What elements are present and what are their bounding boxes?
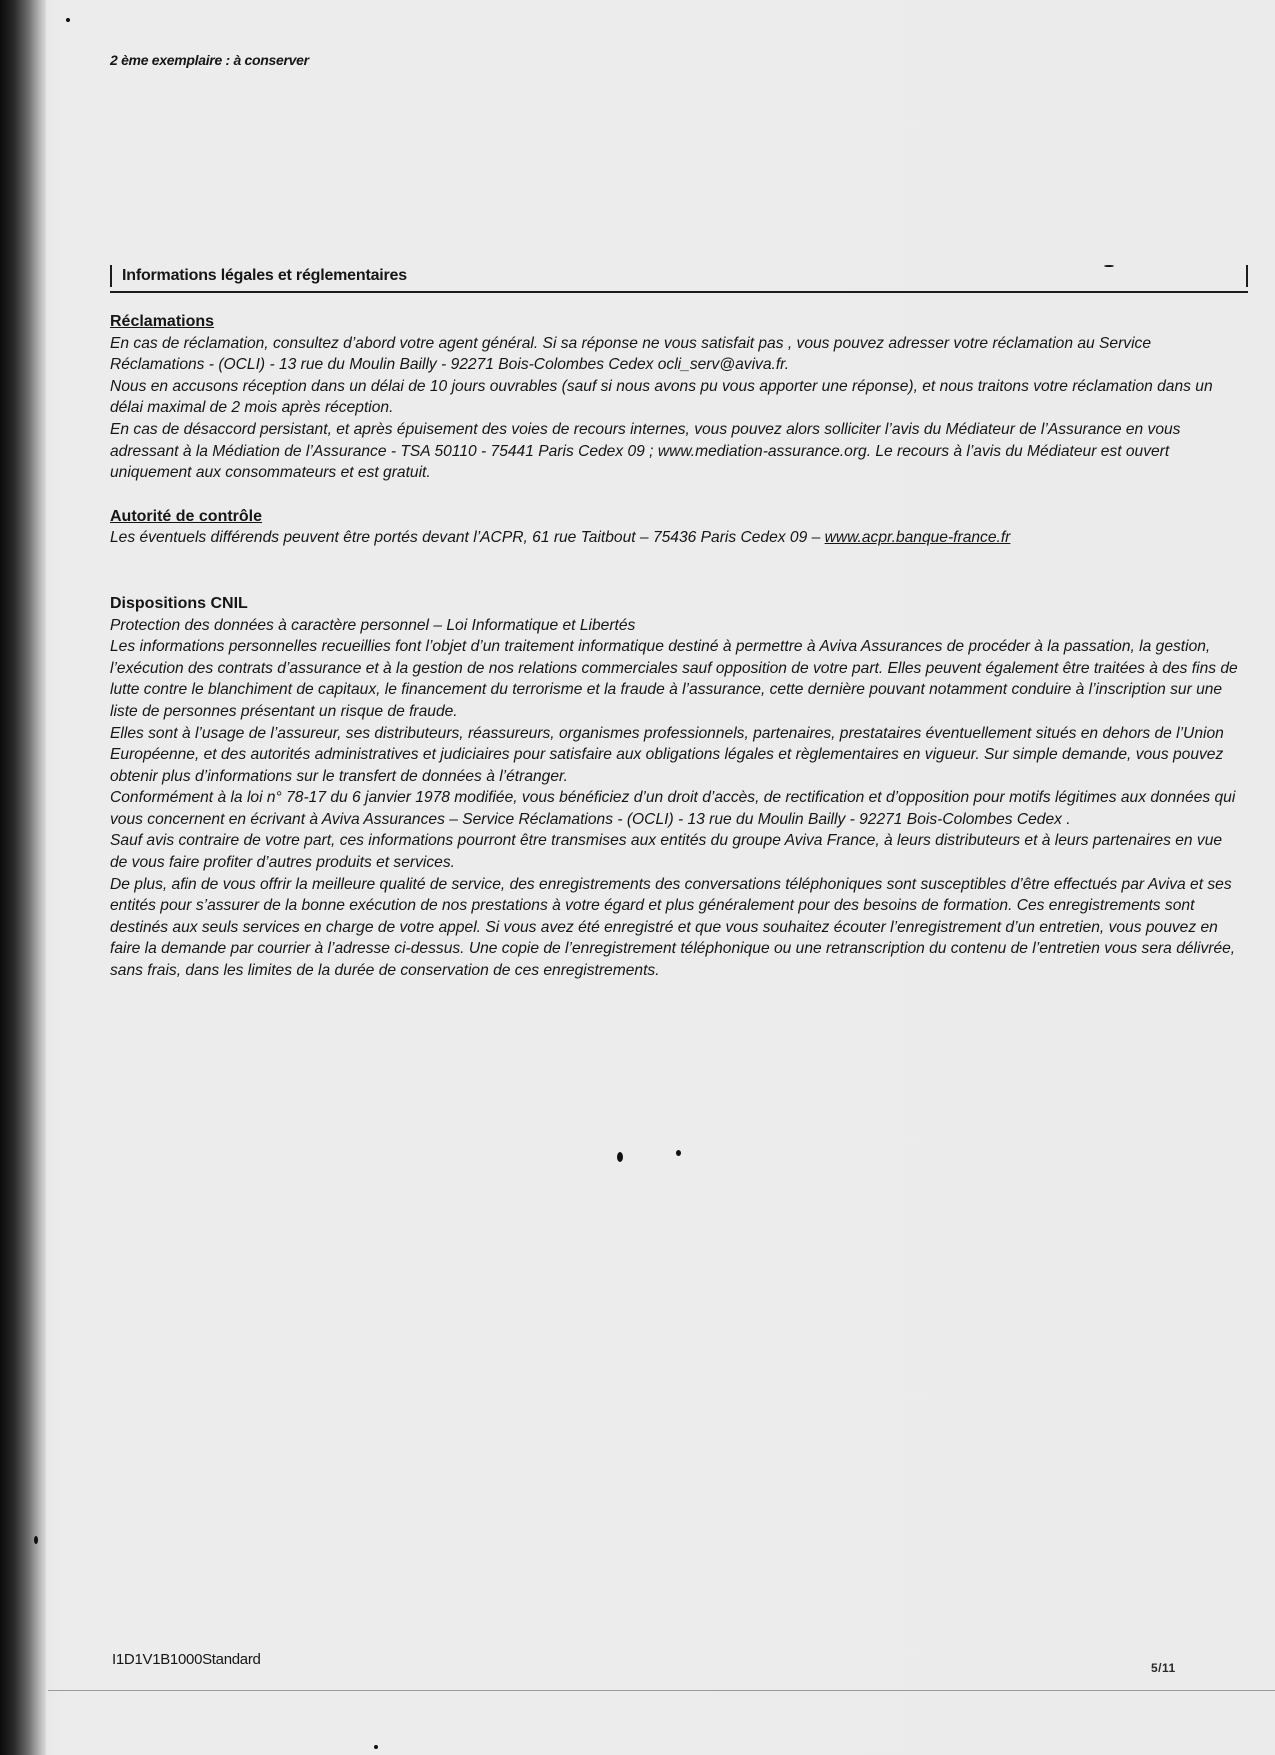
cnil-paragraph-1: Les informations personnelles recueillies font l’objet d’un traitement informatique destiné à permettre à Aviva Assurances de procéder à la passation, la gestion, l’exécution des contrats d’assurance et à la gestion de nos relations commerciales sauf opposition de votre part. Elles peuvent également être traitées à des fins de lutte contre le blanchiment de capitaux, le financement du terrorisme et la fraude à l’assurance, cette dernière pouvant notamment conduire à l’inscription sur une liste de personnes présentant un risque de fraude. <box>110 638 1238 720</box>
autorite-section <box>110 506 1242 549</box>
cnil-paragraph-2: Elles sont à l’usage de l’assureur, ses distributeurs, réassureurs, organismes professionnels, partenaires, prestataires éventuellement situés en dehors de l’Union Européenne, et des autorités administratives et judiciaires pour satisfaire aux obligations légales et règlementaires en vigueur. Sur simple demande, vous pouvez obtenir plus d’informations sur le transfert de données à l’étranger. <box>110 724 1224 785</box>
header-right-bar <box>1246 265 1248 287</box>
copy-note: 2 ème exemplaire : à conserver <box>110 52 309 68</box>
autorite-text: Les éventuels différends peuvent être portés devant l’ACPR, 61 rue Taitbout – 75436 Paris Cedex 09 – <box>110 529 825 547</box>
scan-speck <box>34 1536 38 1544</box>
section-title: Informations légales et réglementaires <box>122 267 407 284</box>
footer-document-code: I1D1V1B1000Standard <box>112 1651 261 1668</box>
reclamations-paragraph-3: En cas de désaccord persistant, et après épuisement des voies de recours internes, vous pouvez alors solliciter l’avis du Médiateur de l’Assurance en vous adressant à la Médiation de l’Assurance - TSA 50110 - 75441 Paris Cedex 09 ; www.mediation-assurance.org. Le recours à l’avis du Médiateur est ouvert uniquement aux consommateurs et est gratuit. <box>110 420 1181 482</box>
autorite-text-line <box>110 527 1242 549</box>
scan-speck <box>66 18 70 22</box>
scan-speck <box>1104 265 1114 267</box>
autorite-heading: Autorité de contrôle <box>110 507 263 525</box>
scan-speck <box>676 1150 681 1156</box>
cnil-paragraph-4: Sauf avis contraire de votre part, ces informations pourront être transmises aux entités du groupe Aviva France, à leurs distributeurs et à leurs partenaires en vue de vous faire profiter d’autres produits et services. <box>110 832 1223 872</box>
legal-content <box>110 311 1242 982</box>
scan-speck <box>617 1152 623 1162</box>
cnil-section <box>110 593 1242 982</box>
header-left-bar <box>110 265 112 287</box>
reclamations-paragraph-1: En cas de réclamation, consultez d’abord votre agent général. Si sa réponse ne vous satisfait pas , vous pouvez adresser votre réclamation au Service Réclamations - (OCLI) - 13 rue du Moulin Bailly - 92271 Bois-Colombes Cedex ocli_serv@aviva.fr. <box>110 334 1152 374</box>
scan-edge-shadow <box>0 0 46 1755</box>
cnil-paragraph-3: Conformément à la loi n° 78-17 du 6 janvier 1978 modifiée, vous bénéficiez d’un droit d’accès, de rectification et d’opposition pour motifs légitimes aux données qui vous concernent en écrivant à Aviva Assurances – Service Réclamations - (OCLI) - 13 rue du Moulin Bailly - 92271 Bois-Colombes Cedex . <box>110 789 1236 828</box>
footer-divider <box>48 1690 1275 1691</box>
scan-speck <box>374 1745 378 1749</box>
cnil-subtitle: Protection des données à caractère personnel – Loi Informatique et Libertés <box>110 616 636 634</box>
acpr-link[interactable]: www.acpr.banque-france.fr <box>824 529 1011 547</box>
reclamations-heading: Réclamations <box>110 313 215 330</box>
footer-page-number: 5/11 <box>1151 1661 1176 1675</box>
reclamations-paragraph-2: Nous en accusons réception dans un délai de 10 jours ouvrables (sauf si nous avons pu vous apporter une réponse), et nous traitons votre réclamation dans un délai maximal de 2 mois après réception. <box>110 377 1213 417</box>
section-header <box>110 263 1248 293</box>
reclamations-section <box>110 311 1242 484</box>
cnil-paragraph-5: De plus, afin de vous offrir la meilleure qualité de service, des enregistrements des conversations téléphoniques sont susceptibles d’être effectués par Aviva et ses entités pour s’assurer de la bonne exécution de nos prestations à votre égard et plus généralement pour des besoins de formation. Ces enregistrements sont destinés aux seuls services en charge de votre appel. Si vous avez été enregistré et que vous souhaitez écouter l’enregistrement d’un entretien, vous pouvez en faire la demande par courrier à l’adresse ci-dessus. Une copie de l’enregistrement téléphonique ou une retranscription du contenu de l’entretien vous sera délivrée, sans frais, dans les limites de la durée de conservation de ces enregistrements. <box>110 875 1236 980</box>
cnil-heading: Dispositions CNIL <box>110 594 248 612</box>
